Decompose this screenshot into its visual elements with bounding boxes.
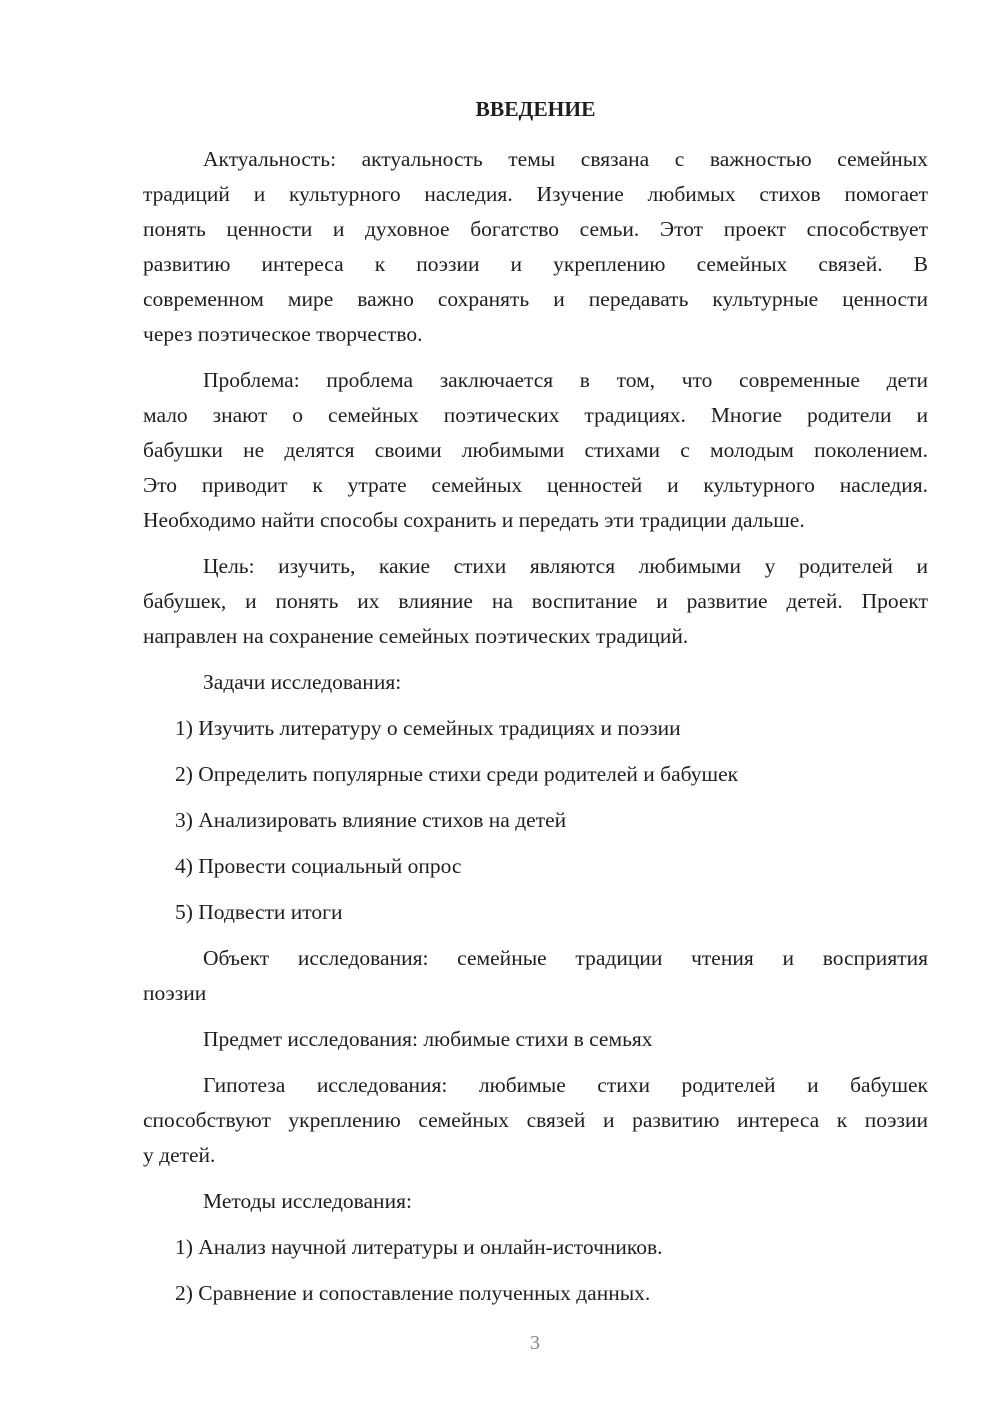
list-item [143, 895, 928, 930]
paragraph [143, 549, 928, 654]
paragraph-line: направлен на сохранение семейных поэтических традиций. [143, 624, 689, 648]
page-title: ВВЕДЕНИЕ [475, 97, 596, 121]
list-item-text: 3) Анализировать влияние стихов на детей [175, 808, 567, 832]
paragraph-line: Задачи исследования: [203, 670, 402, 694]
list-item-text: 5) Подвести итоги [175, 900, 343, 924]
list-item-text: 4) Провести социальный опрос [175, 854, 462, 878]
paragraph [143, 1068, 928, 1173]
paragraph-line: Проблема: проблема заключается в том, что современные дети [203, 368, 928, 392]
paragraph [143, 665, 928, 700]
paragraph-line: Предмет исследования: любимые стихи в семьях [203, 1027, 653, 1051]
list-item [143, 1230, 928, 1265]
document-body [143, 142, 928, 1311]
paragraph-line: Методы исследования: [203, 1189, 412, 1213]
paragraph-line: Это приводит к утрате семейных ценностей и культурного наследия. [143, 473, 928, 497]
document-page [143, 92, 928, 1311]
paragraph-line: бабушек, и понять их влияние на воспитание и развитие детей. Проект [143, 589, 928, 613]
paragraph-line: Необходимо найти способы сохранить и передать эти традиции дальше. [143, 508, 805, 532]
paragraph-line: развитию интереса к поэзии и укреплению семейных связей. В [143, 252, 928, 276]
paragraph-line: Актуальность: актуальность темы связана с важностью семейных [203, 147, 928, 171]
paragraph [143, 941, 928, 1011]
paragraph-line: Объект исследования: семейные традиции чтения и восприятия [203, 946, 928, 970]
list-item [143, 711, 928, 746]
page-number: 3 [530, 1332, 540, 1354]
paragraph-line: у детей. [143, 1143, 216, 1167]
list-item [143, 803, 928, 838]
list-item-text: 2) Сравнение и сопоставление полученных данных. [175, 1281, 651, 1305]
paragraph-line: традиций и культурного наследия. Изучение любимых стихов помогает [143, 182, 928, 206]
paragraph-line: Гипотеза исследования: любимые стихи родителей и бабушек [203, 1073, 928, 1097]
list-item [143, 1276, 928, 1311]
paragraph [143, 1184, 928, 1219]
paragraph-line: через поэтическое творчество. [143, 322, 423, 346]
paragraph-line: способствуют укреплению семейных связей и развитию интереса к поэзии [143, 1108, 928, 1132]
list-item [143, 757, 928, 792]
paragraph [143, 142, 928, 352]
list-item-text: 1) Изучить литературу о семейных традициях и поэзии [175, 716, 681, 740]
paragraph-line: мало знают о семейных поэтических традициях. Многие родители и [143, 403, 928, 427]
list-item [143, 849, 928, 884]
paragraph-line: понять ценности и духовное богатство семьи. Этот проект способствует [143, 217, 928, 241]
list-item-text: 1) Анализ научной литературы и онлайн-источников. [175, 1235, 663, 1259]
paragraph [143, 1022, 928, 1057]
paragraph-line: современном мире важно сохранять и передавать культурные ценности [143, 287, 928, 311]
paragraph-line: Цель: изучить, какие стихи являются любимыми у родителей и [203, 554, 928, 578]
paragraph-line: бабушки не делятся своими любимыми стихами с молодым поколением. [143, 438, 928, 462]
paragraph-line: поэзии [143, 981, 207, 1005]
paragraph [143, 363, 928, 538]
list-item-text: 2) Определить популярные стихи среди родителей и бабушек [175, 762, 739, 786]
